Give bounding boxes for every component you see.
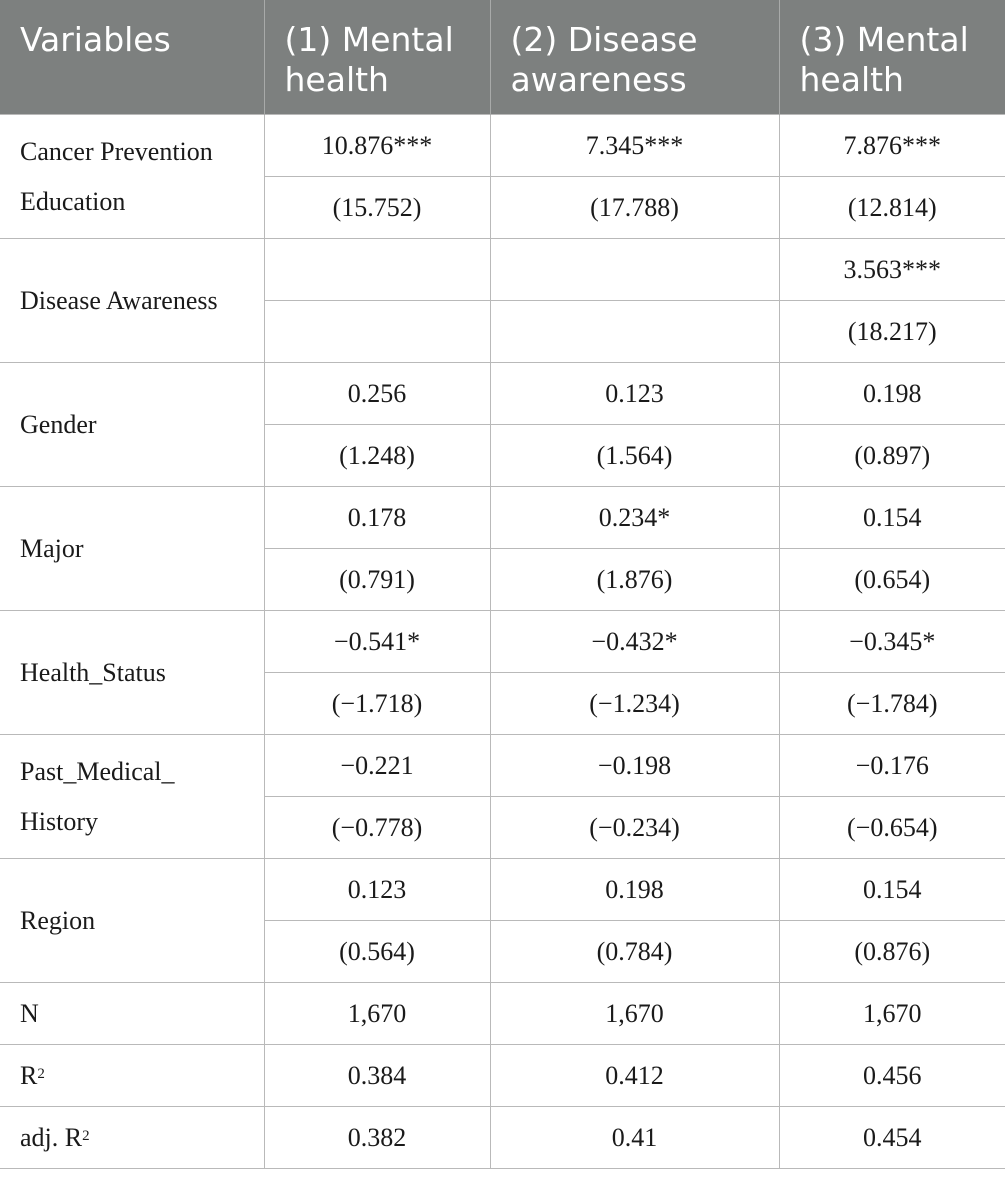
stat-cell: 0.384	[264, 1045, 490, 1107]
row-label: Cancer Prevention Education	[0, 115, 264, 239]
table-row	[0, 363, 1005, 425]
coef-cell: −0.541*	[264, 611, 490, 673]
tstat-cell: (−0.654)	[779, 797, 1005, 859]
coef-cell: −0.432*	[490, 611, 779, 673]
coef-cell: 7.876***	[779, 115, 1005, 177]
superscript-2: 2	[82, 1127, 90, 1144]
coef-cell	[264, 239, 490, 301]
tstat-cell: (0.564)	[264, 921, 490, 983]
row-label: Region	[0, 859, 264, 983]
header-model-2: (2) Disease awareness	[490, 0, 779, 115]
tstat-cell: (1.876)	[490, 549, 779, 611]
tstat-cell: (0.791)	[264, 549, 490, 611]
tstat-cell: (−1.718)	[264, 673, 490, 735]
header-model-1: (1) Mental health	[264, 0, 490, 115]
stat-cell: 1,670	[779, 983, 1005, 1045]
tstat-cell: (0.876)	[779, 921, 1005, 983]
stat-cell: 0.41	[490, 1107, 779, 1169]
tstat-cell: (1.248)	[264, 425, 490, 487]
stat-cell: 0.454	[779, 1107, 1005, 1169]
tstat-cell	[490, 301, 779, 363]
coef-cell: 0.234*	[490, 487, 779, 549]
coef-cell: 0.198	[490, 859, 779, 921]
table-row	[0, 487, 1005, 549]
header-row	[0, 0, 1005, 115]
tstat-cell: (0.784)	[490, 921, 779, 983]
coef-cell: 0.154	[779, 859, 1005, 921]
row-label: Disease Awareness	[0, 239, 264, 363]
coef-cell: −0.221	[264, 735, 490, 797]
stats-row-adj-r2	[0, 1107, 1005, 1169]
row-label	[0, 1107, 264, 1169]
tstat-cell: (−1.234)	[490, 673, 779, 735]
table-row	[0, 115, 1005, 177]
coef-cell: −0.345*	[779, 611, 1005, 673]
header-model-3: (3) Mental health	[779, 0, 1005, 115]
stats-row-r2	[0, 1045, 1005, 1107]
stat-cell: 0.382	[264, 1107, 490, 1169]
table-row	[0, 239, 1005, 301]
row-label: Health_Status	[0, 611, 264, 735]
coef-cell: 0.198	[779, 363, 1005, 425]
tstat-cell: (−1.784)	[779, 673, 1005, 735]
tstat-cell	[264, 301, 490, 363]
stat-cell: 0.412	[490, 1045, 779, 1107]
adj-r2-label: adj. R	[20, 1122, 83, 1152]
row-label	[0, 1045, 264, 1107]
stats-row-n	[0, 983, 1005, 1045]
tstat-cell: (0.654)	[779, 549, 1005, 611]
coef-cell	[490, 239, 779, 301]
coef-cell: 0.256	[264, 363, 490, 425]
table-row	[0, 735, 1005, 797]
row-label: Major	[0, 487, 264, 611]
tstat-cell: (15.752)	[264, 177, 490, 239]
tstat-cell: (17.788)	[490, 177, 779, 239]
tstat-cell: (1.564)	[490, 425, 779, 487]
coef-cell: 0.178	[264, 487, 490, 549]
row-label: N	[0, 983, 264, 1045]
r2-label: R	[20, 1060, 38, 1090]
tstat-cell: (−0.778)	[264, 797, 490, 859]
tstat-cell: (12.814)	[779, 177, 1005, 239]
coef-cell: 3.563***	[779, 239, 1005, 301]
tstat-cell: (0.897)	[779, 425, 1005, 487]
table-row	[0, 859, 1005, 921]
coef-cell: 0.154	[779, 487, 1005, 549]
coef-cell: 0.123	[490, 363, 779, 425]
table-row	[0, 611, 1005, 673]
coef-cell: −0.176	[779, 735, 1005, 797]
coef-cell: 7.345***	[490, 115, 779, 177]
stat-cell: 1,670	[490, 983, 779, 1045]
coef-cell: 0.123	[264, 859, 490, 921]
stat-cell: 0.456	[779, 1045, 1005, 1107]
superscript-2: 2	[37, 1065, 45, 1082]
stat-cell: 1,670	[264, 983, 490, 1045]
tstat-cell: (18.217)	[779, 301, 1005, 363]
coef-cell: 10.876***	[264, 115, 490, 177]
row-label: Gender	[0, 363, 264, 487]
tstat-cell: (−0.234)	[490, 797, 779, 859]
header-variables: Variables	[0, 0, 264, 115]
row-label: Past_Medical_ History	[0, 735, 264, 859]
coef-cell: −0.198	[490, 735, 779, 797]
